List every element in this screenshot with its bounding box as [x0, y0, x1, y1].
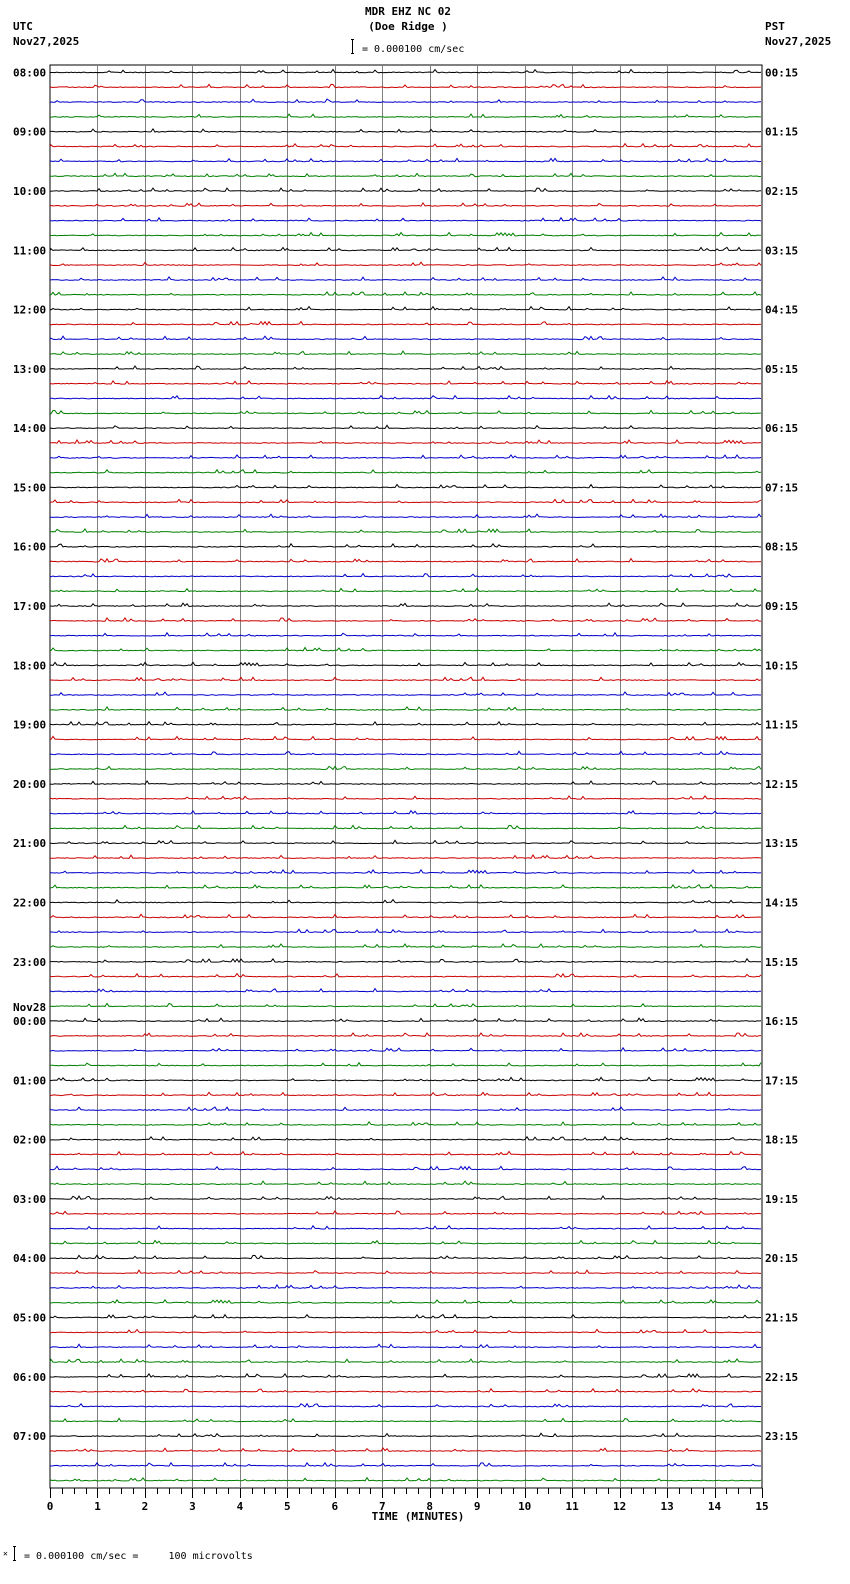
footer-scale-bar-icon: [13, 1546, 16, 1561]
trace-line: [50, 751, 761, 754]
trace-line: [50, 1344, 761, 1347]
trace-line: [50, 1077, 761, 1080]
trace-line: [50, 1315, 761, 1318]
x-tick-label: 1: [94, 1500, 101, 1513]
x-tick-label: 13: [660, 1500, 674, 1513]
trace-line: [50, 233, 761, 236]
trace-line: [50, 1404, 761, 1407]
left-timezone: UTC: [13, 20, 33, 33]
trace-line: [50, 158, 761, 161]
utc-hour-label: 10:00: [13, 185, 47, 198]
utc-hour-label: 13:00: [13, 362, 47, 376]
x-tick-label: 0: [46, 1500, 54, 1513]
pst-hour-label: 04:15: [765, 303, 799, 317]
utc-hour-label: 06:00: [13, 1370, 47, 1384]
utc-hour-label: 23:00: [13, 955, 47, 969]
date-change-label: Nov28: [13, 1001, 47, 1015]
footer-scale-text: = 0.000100 cm/sec = 100 microvolts: [24, 1551, 253, 1562]
trace-line: [50, 262, 761, 265]
station-location: (Doe Ridge ): [368, 20, 448, 33]
x-tick-label: 7: [378, 1500, 386, 1513]
trace-line: [50, 1152, 761, 1155]
x-tick-label: 6: [331, 1500, 339, 1513]
trace-line: [50, 1389, 761, 1392]
trace-line: [50, 648, 761, 651]
trace-line: [50, 322, 761, 325]
trace-line: [50, 129, 761, 132]
pst-hour-label: 11:15: [765, 718, 799, 732]
trace-line: [50, 99, 761, 102]
trace-line: [50, 292, 761, 295]
x-tick-label: 4: [236, 1500, 244, 1513]
trace-line: [50, 959, 761, 962]
trace-line: [50, 1359, 761, 1362]
trace-line: [50, 1300, 761, 1303]
utc-hour-label: 11:00: [13, 244, 47, 258]
utc-hour-label: 09:00: [13, 125, 47, 139]
station-title: MDR EHZ NC 02: [364, 5, 452, 18]
trace-line: [50, 69, 761, 72]
pst-hour-label: 12:15: [765, 777, 799, 791]
trace-line: [50, 1166, 761, 1169]
pst-hour-label: 13:15: [765, 837, 799, 851]
trace-line: [50, 1063, 761, 1066]
trace-line: [50, 825, 761, 828]
trace-line: [50, 277, 761, 280]
trace-line: [50, 84, 761, 87]
trace-line: [50, 425, 761, 428]
trace-line: [50, 1181, 761, 1184]
pst-hour-label: 22:15: [765, 1370, 799, 1384]
trace-line: [50, 603, 761, 606]
utc-hour-label: 08:00: [13, 66, 47, 80]
trace-line: [50, 989, 761, 992]
trace-line: [50, 722, 761, 725]
trace-line: [50, 173, 761, 176]
scale-text: = 0.000100 cm/sec: [362, 44, 465, 55]
trace-line: [50, 247, 761, 250]
trace-line: [50, 677, 761, 680]
pst-hour-label: 15:15: [765, 955, 799, 969]
utc-hour-label: 04:00: [13, 1252, 47, 1266]
pst-hour-label: 08:15: [765, 540, 799, 554]
pst-hour-label: 06:15: [765, 422, 799, 436]
trace-line: [50, 1003, 761, 1006]
trace-line: [50, 588, 761, 591]
trace-line: [50, 1255, 761, 1258]
utc-hour-label: 14:00: [13, 422, 47, 436]
pst-hour-label: 20:15: [765, 1252, 799, 1266]
trace-line: [50, 1048, 761, 1051]
trace-line: [50, 396, 761, 399]
trace-line: [50, 499, 761, 502]
trace-line: [50, 662, 761, 665]
utc-hour-label: 02:00: [13, 1133, 47, 1147]
x-tick-label: 8: [426, 1500, 434, 1513]
right-date: Nov27,2025: [765, 35, 832, 48]
utc-hour-label: 18:00: [13, 659, 47, 673]
trace-line: [50, 900, 761, 903]
trace-line: [50, 1478, 761, 1481]
trace-line: [50, 203, 761, 206]
trace-line: [50, 574, 761, 577]
trace-line: [50, 1270, 761, 1273]
trace-line: [50, 1285, 761, 1288]
trace-line: [50, 1463, 761, 1466]
x-tick-label: 10: [518, 1500, 532, 1513]
pst-hour-label: 01:15: [765, 125, 799, 139]
x-tick-label: 5: [283, 1500, 291, 1513]
trace-line: [50, 1033, 761, 1036]
utc-hour-label: 07:00: [13, 1430, 47, 1444]
trace-line: [50, 885, 761, 888]
trace-line: [50, 529, 761, 532]
trace-line: [50, 381, 761, 384]
pst-hour-label: 10:15: [765, 659, 799, 673]
trace-line: [50, 218, 761, 221]
trace-line: [50, 1433, 761, 1436]
utc-hour-label: 17:00: [13, 600, 47, 613]
trace-line: [50, 870, 761, 873]
trace-line: [50, 1418, 761, 1421]
trace-line: [50, 1018, 761, 1021]
utc-hour-label: 16:00: [13, 540, 47, 554]
trace-line: [50, 559, 761, 562]
utc-hour-label: 01:00: [13, 1074, 47, 1088]
trace-line: [50, 188, 761, 191]
x-tick-label: 15: [755, 1500, 769, 1513]
trace-line: [50, 1241, 761, 1244]
pst-hour-label: 23:15: [765, 1430, 799, 1444]
trace-line: [50, 544, 761, 547]
x-tick-label: 14: [707, 1500, 722, 1513]
pst-hour-label: 18:15: [765, 1133, 799, 1147]
utc-hour-label: 15:00: [13, 481, 47, 495]
plot-frame: [50, 65, 762, 1488]
trace-line: [50, 1196, 761, 1199]
pst-hour-label: 16:15: [765, 1015, 799, 1029]
trace-line: [50, 974, 761, 977]
trace-line: [50, 1107, 761, 1110]
utc-hour-label: 20:00: [13, 777, 47, 791]
trace-line: [50, 307, 761, 310]
pst-hour-label: 14:15: [765, 896, 799, 910]
trace-line: [50, 944, 761, 947]
trace-line: [50, 1211, 761, 1214]
trace-line: [50, 811, 761, 814]
utc-hour-label: 19:00: [13, 718, 47, 732]
utc-hour-label: 21:00: [13, 837, 47, 851]
pst-hour-label: 09:15: [765, 600, 799, 613]
x-tick-label: 12: [612, 1500, 627, 1513]
trace-line: [50, 707, 761, 710]
trace-line: [50, 855, 761, 858]
trace-line: [50, 1137, 761, 1140]
footer-mark-icon: ✕: [3, 1549, 8, 1558]
x-tick-label: 2: [141, 1500, 149, 1513]
utc-hour-label: 00:00: [13, 1015, 47, 1029]
trace-line: [50, 1448, 761, 1451]
right-timezone: PST: [765, 20, 785, 33]
x-tick-label: 9: [473, 1500, 481, 1513]
trace-line: [50, 485, 761, 488]
trace-line: [50, 114, 761, 117]
trace-line: [50, 1329, 761, 1332]
trace-line: [50, 366, 761, 369]
pst-hour-label: 00:15: [765, 66, 799, 80]
pst-hour-label: 02:15: [765, 185, 799, 198]
trace-line: [50, 470, 761, 473]
trace-line: [50, 455, 761, 458]
pst-hour-label: 03:15: [765, 244, 799, 258]
trace-line: [50, 736, 761, 739]
x-axis-label: TIME (MINUTES): [371, 1510, 465, 1523]
trace-line: [50, 929, 761, 932]
trace-line: [50, 1226, 761, 1229]
trace-line: [50, 514, 761, 517]
pst-hour-label: 07:15: [765, 481, 799, 495]
trace-line: [50, 410, 761, 413]
pst-hour-label: 05:15: [765, 362, 799, 376]
x-tick-label: 11: [565, 1500, 579, 1513]
trace-line: [50, 1122, 761, 1125]
utc-hour-label: 12:00: [13, 303, 47, 317]
trace-line: [50, 1092, 761, 1095]
utc-hour-label: 03:00: [13, 1193, 47, 1206]
pst-hour-label: 17:15: [765, 1074, 799, 1088]
trace-line: [50, 766, 761, 769]
trace-line: [50, 840, 761, 843]
trace-line: [50, 1374, 761, 1377]
trace-line: [50, 351, 761, 354]
trace-line: [50, 692, 761, 695]
trace-line: [50, 144, 761, 147]
x-tick-label: 3: [189, 1500, 196, 1513]
trace-line: [50, 914, 761, 917]
utc-hour-label: 05:00: [13, 1311, 47, 1325]
left-date: Nov27,2025: [13, 35, 80, 48]
pst-hour-label: 21:15: [765, 1311, 799, 1325]
trace-line: [50, 781, 761, 784]
pst-hour-label: 19:15: [765, 1193, 799, 1206]
trace-line: [50, 618, 761, 621]
trace-line: [50, 336, 761, 339]
trace-line: [50, 796, 761, 799]
trace-line: [50, 633, 761, 636]
trace-line: [50, 440, 761, 443]
utc-hour-label: 22:00: [13, 896, 47, 910]
